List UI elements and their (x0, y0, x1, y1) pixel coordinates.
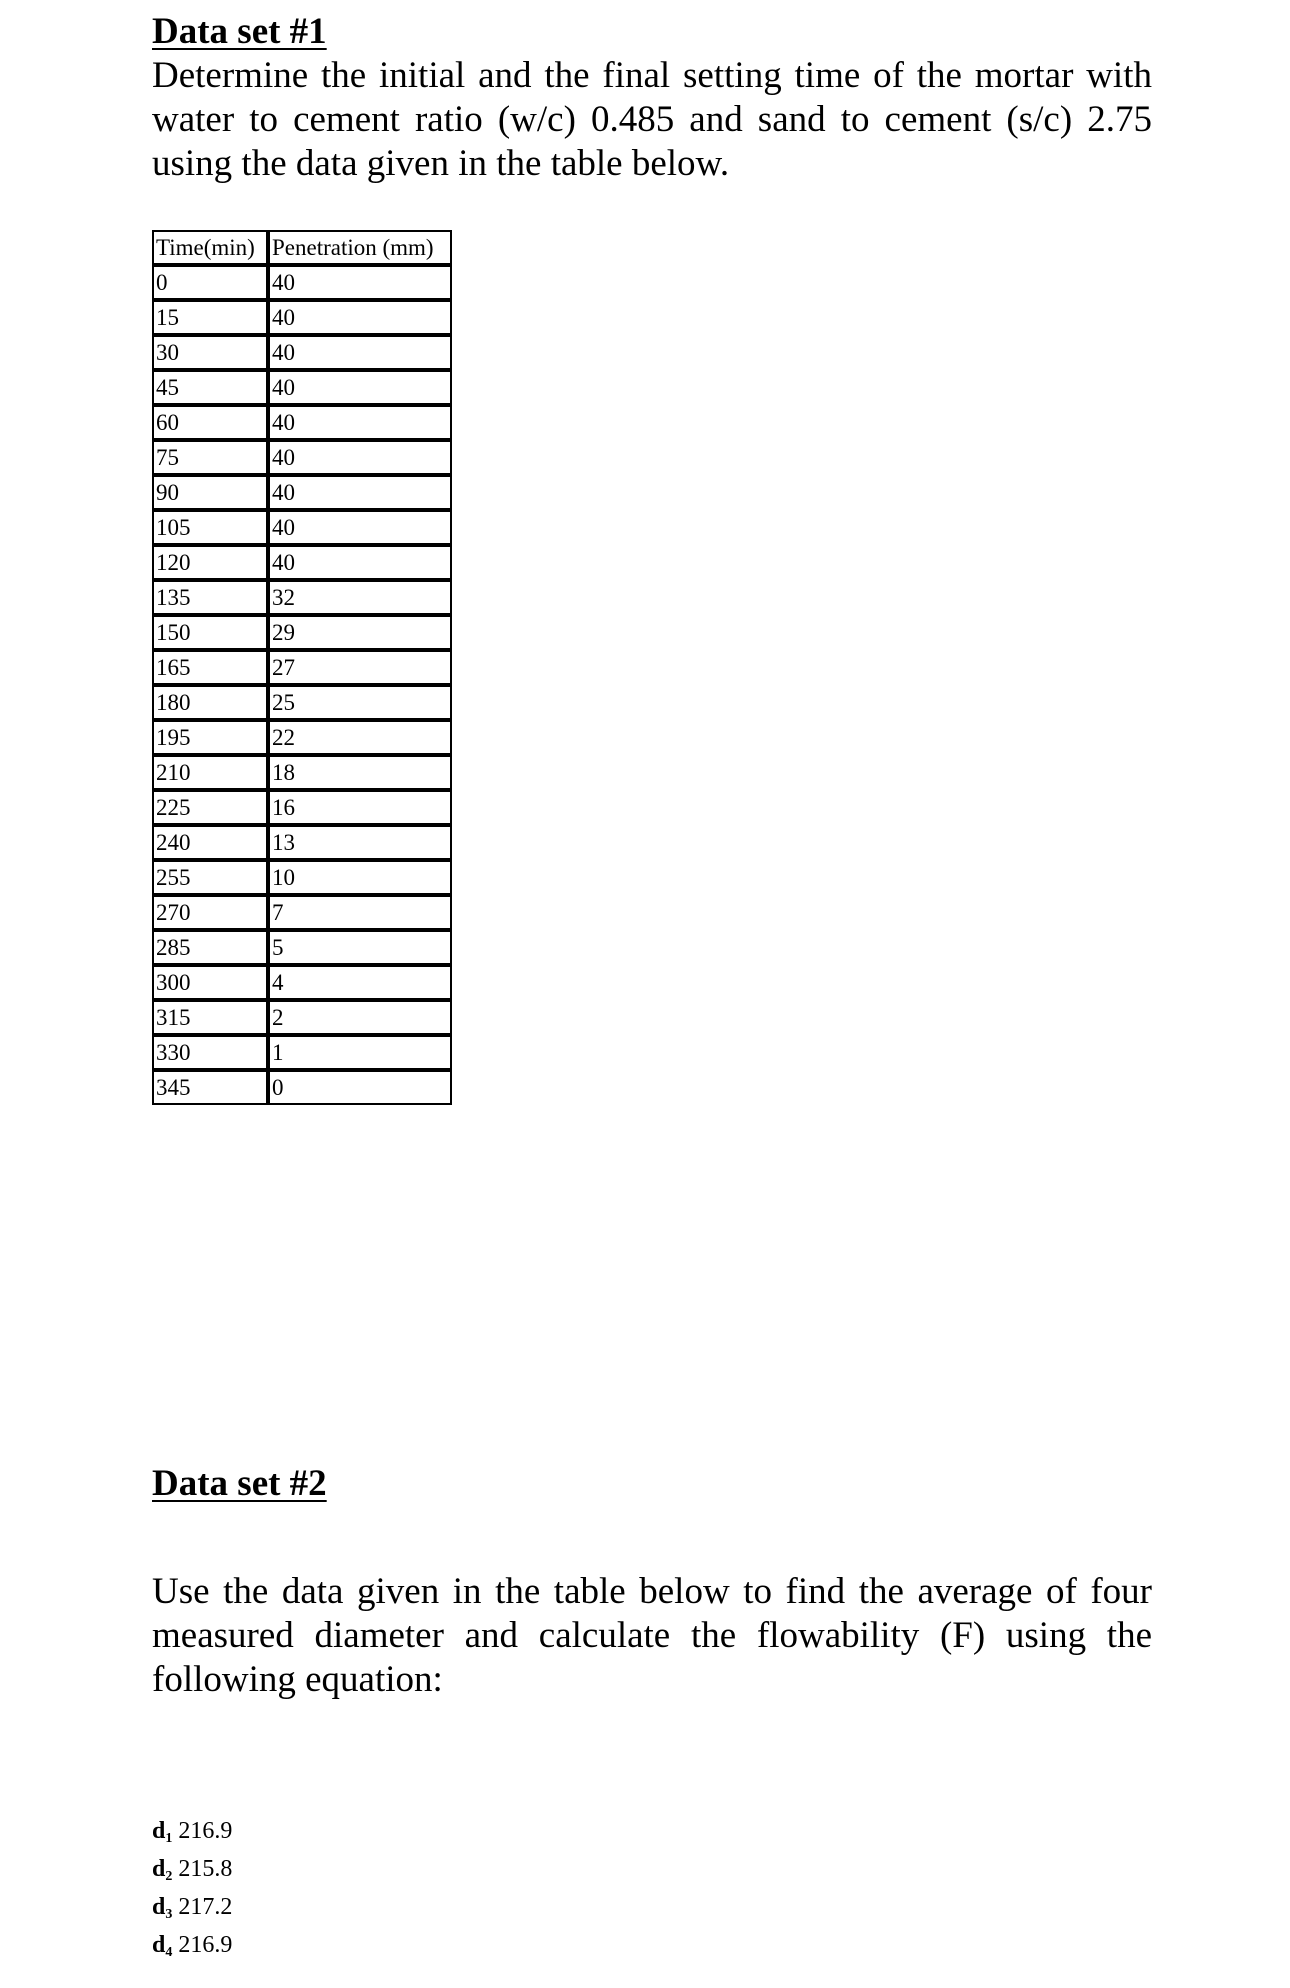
time-cell: 285 (152, 930, 268, 965)
penetration-cell: 40 (268, 440, 452, 475)
time-cell: 120 (152, 545, 268, 580)
time-cell: 135 (152, 580, 268, 615)
time-cell: 150 (152, 615, 268, 650)
table-row (152, 475, 452, 510)
penetration-cell: 40 (268, 405, 452, 440)
penetration-cell: 1 (268, 1035, 452, 1070)
penetration-cell: 32 (268, 580, 452, 615)
penetration-cell: 27 (268, 650, 452, 685)
penetration-cell: 10 (268, 860, 452, 895)
penetration-column-header: Penetration (mm) (268, 230, 452, 265)
table-row (152, 580, 452, 615)
table-row (152, 720, 452, 755)
penetration-cell: 40 (268, 545, 452, 580)
penetration-cell: 16 (268, 790, 452, 825)
time-cell: 270 (152, 895, 268, 930)
time-cell: 330 (152, 1035, 268, 1070)
table-row (152, 510, 452, 545)
time-cell: 240 (152, 825, 268, 860)
penetration-cell: 18 (268, 755, 452, 790)
table-row (152, 755, 452, 790)
table-row (152, 1000, 452, 1035)
table-row (152, 265, 452, 300)
penetration-cell: 40 (268, 335, 452, 370)
table-row (152, 965, 452, 1000)
penetration-cell: 25 (268, 685, 452, 720)
time-column-header: Time(min) (152, 230, 268, 265)
time-cell: 195 (152, 720, 268, 755)
penetration-cell: 5 (268, 930, 452, 965)
time-cell: 345 (152, 1070, 268, 1105)
table-row (152, 1070, 452, 1105)
time-cell: 225 (152, 790, 268, 825)
penetration-cell: 40 (268, 300, 452, 335)
table-row (152, 440, 452, 475)
penetration-cell: 40 (268, 265, 452, 300)
diameter-list (152, 1812, 232, 1964)
table-row (152, 650, 452, 685)
penetration-cell: 40 (268, 510, 452, 545)
penetration-cell: 29 (268, 615, 452, 650)
setting-time-table (152, 230, 452, 1105)
table-row (152, 545, 452, 580)
penetration-cell: 40 (268, 370, 452, 405)
table-row (152, 790, 452, 825)
data-set-2-instructions: Use the data given in the table below to find the average of four measured diameter and calculate the flowability (F) using the following equation: (152, 1571, 1152, 1700)
time-cell: 210 (152, 755, 268, 790)
data-set-1-section (152, 10, 1152, 186)
table-row (152, 300, 452, 335)
diameter-label: $d_1$ (152, 1818, 173, 1846)
penetration-cell: 7 (268, 895, 452, 930)
penetration-cell: 2 (268, 1000, 452, 1035)
data-set-1-heading: Data set #1 (152, 11, 327, 52)
time-cell: 315 (152, 1000, 268, 1035)
diameter-value: 216.9 (178, 1932, 233, 1958)
table-row (152, 860, 452, 895)
table-row (152, 1035, 452, 1070)
table-row (152, 370, 452, 405)
time-cell: 90 (152, 475, 268, 510)
time-cell: 255 (152, 860, 268, 895)
table-row (152, 405, 452, 440)
table-row (152, 930, 452, 965)
diameter-value: 216.9 (178, 1818, 233, 1844)
table-row (152, 615, 452, 650)
time-cell: 30 (152, 335, 268, 370)
penetration-cell: 0 (268, 1070, 452, 1105)
diameter-label: $d_2$ (152, 1856, 173, 1884)
time-cell: 45 (152, 370, 268, 405)
penetration-cell: 40 (268, 475, 452, 510)
table-row (152, 825, 452, 860)
diameter-value: 217.2 (178, 1894, 233, 1920)
diameter-item (152, 1926, 232, 1964)
diameter-label: $d_3$ (152, 1894, 173, 1922)
penetration-cell: 13 (268, 825, 452, 860)
penetration-cell: 22 (268, 720, 452, 755)
time-cell: 180 (152, 685, 268, 720)
table-row (152, 335, 452, 370)
data-set-2-heading: Data set #2 (152, 1463, 327, 1504)
time-cell: 60 (152, 405, 268, 440)
penetration-cell: 4 (268, 965, 452, 1000)
diameter-item (152, 1812, 232, 1850)
data-set-2-section (152, 1462, 1152, 1702)
table-row (152, 685, 452, 720)
diameter-value: 215.8 (178, 1856, 233, 1882)
time-cell: 0 (152, 265, 268, 300)
data-set-1-instructions: Determine the initial and the final setting time of the mortar with water to cement ratio (w/c) 0.485 and sand to cement (s/c) 2.75 using the data given in the table below. (152, 55, 1152, 184)
time-cell: 15 (152, 300, 268, 335)
diameter-item (152, 1888, 232, 1926)
time-cell: 165 (152, 650, 268, 685)
table-row (152, 895, 452, 930)
diameter-label: $d_4$ (152, 1932, 173, 1960)
time-cell: 105 (152, 510, 268, 545)
table-header-row (152, 230, 452, 265)
time-cell: 300 (152, 965, 268, 1000)
diameter-item (152, 1850, 232, 1888)
time-cell: 75 (152, 440, 268, 475)
